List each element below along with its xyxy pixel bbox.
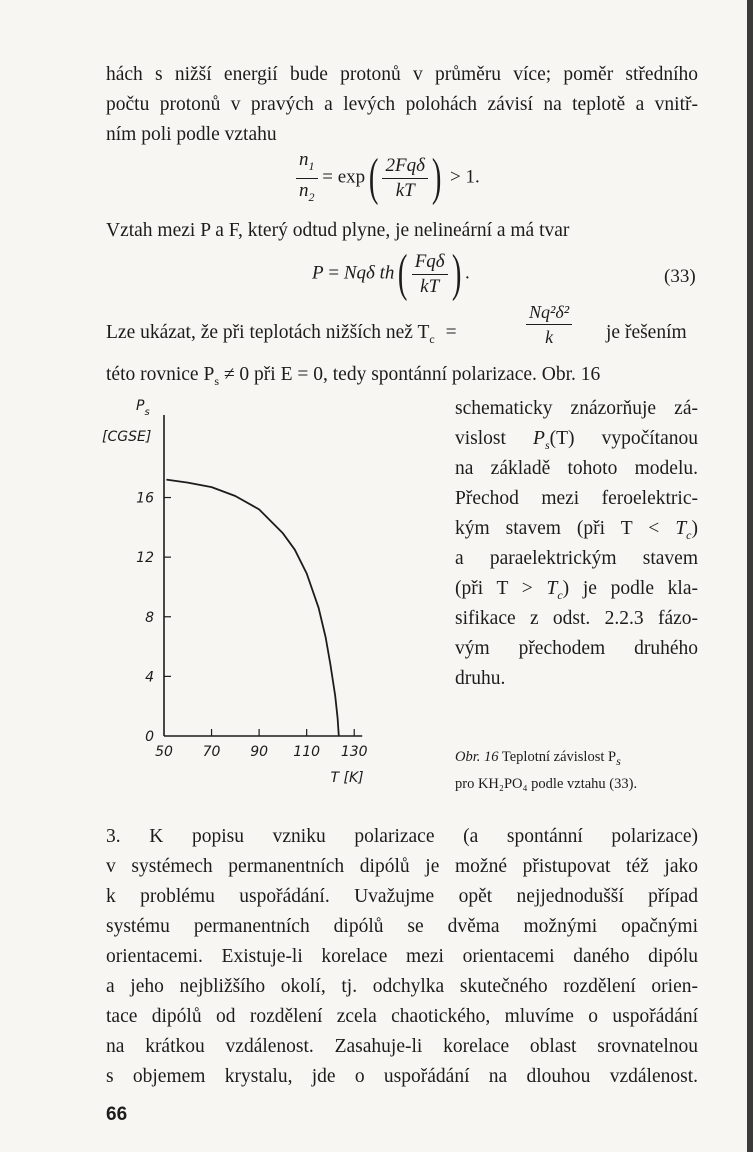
equation-ratio: $\frac{n_1}{n_2}$ = exp( $\frac{\text{2Fqδ}}{kT}$ ) > 1.: [296, 148, 480, 209]
page-number: 66: [106, 1104, 128, 1125]
text-line-vztah: Vztah mezi P a F, který odtud plyne, je nelineární a má tvar: [106, 220, 570, 241]
y-axis-unit: [CGSE]: [102, 429, 152, 445]
equation-number: (33): [664, 266, 696, 287]
side-line-7: (při $T > T_c$) je podle kla-: [455, 578, 698, 602]
side-line-4: Přechod mezi feroelektric-: [455, 488, 698, 509]
page-edge-shadow: [747, 0, 753, 1152]
y-tick-label: 16: [136, 490, 154, 507]
text-line-1: hách s nižší energií bude protonů v průměru více; poměr středního: [106, 64, 698, 85]
y-tick-label: 0: [145, 729, 154, 745]
side-line-3: na základě tohoto modelu.: [455, 458, 698, 479]
side-line-6: a paraelektrickým stavem: [455, 548, 698, 569]
para3-line-7: tace dipólů od rozdělení zcela chaotického, mluvíme o uspořádání: [106, 1006, 698, 1027]
side-line-1: schematicky znázorňuje zá-: [455, 398, 698, 419]
polarization-chart: [90, 385, 435, 785]
x-axis-label: T [K]: [330, 770, 364, 785]
equation-33: P = Nqδ th( $\frac{\text{Fqδ}}{kT}$ ) .: [312, 245, 470, 302]
para3-line-8: na krátkou vzdálenost. Zasahuje-li korelace oblast srovnatelnou: [106, 1036, 698, 1057]
text-line-2: počtu protonů v pravých a levých polohách závisí na teplotě a vnitř-: [106, 94, 698, 115]
side-line-5: kým stavem (při $T < T_c$): [455, 518, 698, 542]
side-line-2: vislost $P_s(T)$ vypočítanou: [455, 428, 699, 452]
x-tick-label: 130: [340, 744, 368, 760]
x-tick-label: 90: [250, 744, 269, 760]
side-line-9: vým přechodem druhého: [455, 638, 698, 659]
para3-line-6: a jeho nejbližšího okolí, tj. odchylka skutečného rozdělení orien-: [106, 976, 698, 997]
side-line-8: sifikace z odst. 2.2.3 fázo-: [455, 608, 698, 629]
side-line-10: druhu.: [455, 668, 506, 689]
text-line-3: ním poli podle vztahu: [106, 124, 277, 145]
para3-line-3: k problému uspořádání. Uvažujme opět nejjednodušší případ: [106, 886, 698, 907]
x-tick-label: 110: [293, 744, 321, 760]
para3-line-9: s objemem krystalu, jde o uspořádání na dlouhou vzdálenost.: [106, 1066, 698, 1087]
text-line-lze: Lze ukázat, že při teplotách nižších než $T_c$ =: [106, 322, 457, 346]
series-line-ps: [166, 480, 338, 736]
para3-line-2: v systémech permanentních dipólů je možné přistupovat též jako: [106, 856, 698, 877]
text-line-teto: této rovnice $P_s \ne 0$ při E = 0, tedy spontánní polarizace. Obr. 16: [106, 364, 601, 388]
para3-line-5: orientacemi. Existuje-li korelace mezi orientacemi daného dipólu: [106, 946, 698, 967]
y-tick-label: 8: [145, 609, 154, 626]
para3-line-1: 3. K popisu vzniku polarizace (a spontánní polarizace): [106, 826, 698, 847]
y-tick-label: 4: [145, 669, 154, 686]
x-tick-label: 50: [155, 744, 173, 760]
y-axis-label: $P_s$: [136, 398, 150, 418]
para3-line-4: systému permanentních dipólů se dvěma možnými opačnými: [106, 916, 698, 937]
x-tick-label: 70: [202, 744, 221, 760]
y-tick-label: 12: [136, 550, 154, 567]
text-line-lze-end: je řešením: [606, 322, 687, 343]
figure-caption: Obr. 16 Teplotní závislost $P_s$ pro KH₂PO₄ podle vztahu (33).: [455, 749, 638, 792]
tc-fraction: $\frac{\text{Nq²δ²}}{k}$: [526, 300, 572, 349]
